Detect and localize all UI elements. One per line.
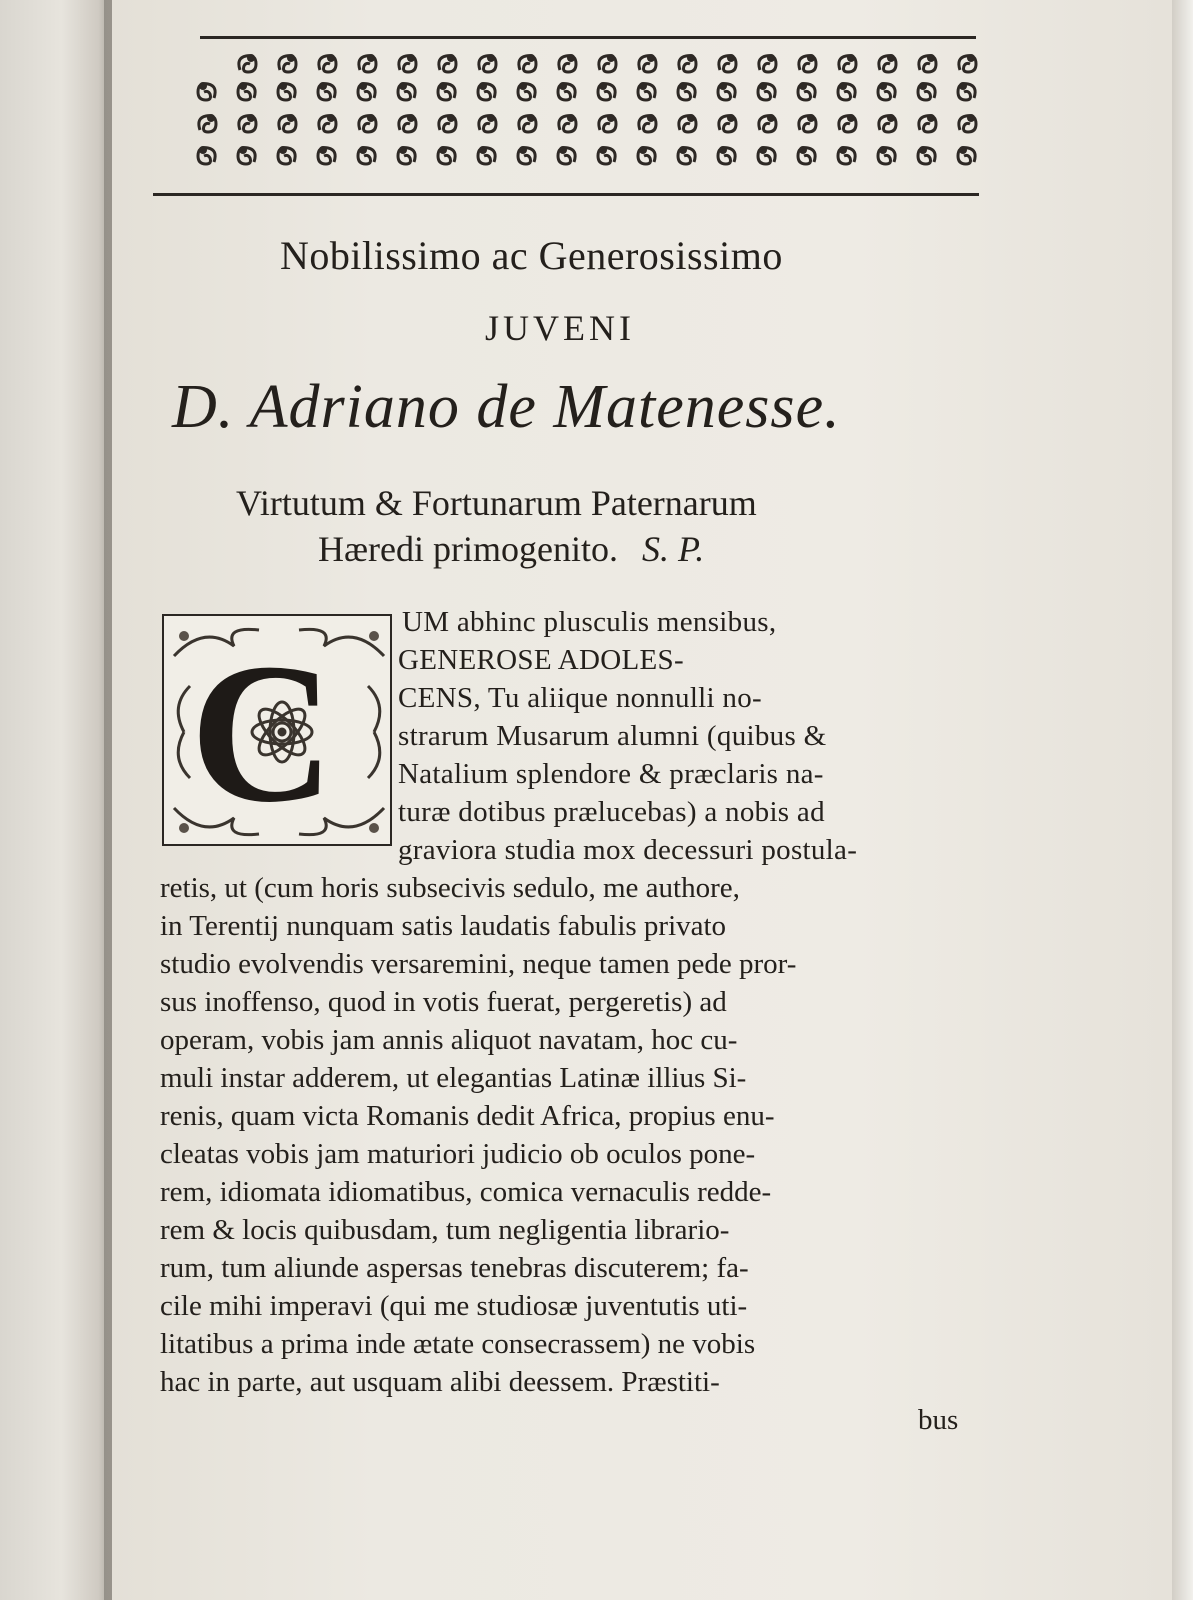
- fleuron-mark: [198, 82, 215, 100]
- fleuron-mark: [439, 54, 456, 72]
- dedication-title-line1: Nobilissimo ac Generosissimo: [280, 233, 783, 278]
- fleuron-mark: [639, 54, 656, 72]
- body-line: turæ dotibus prælucebas) a nobis ad: [398, 796, 825, 828]
- fleuron-mark: [638, 82, 655, 100]
- body-line: cile mihi imperavi (qui me studiosæ juventutis uti-: [160, 1290, 748, 1322]
- fleuron-mark: [679, 54, 696, 72]
- fleuron-mark: [359, 114, 376, 132]
- fleuron-mark: [959, 114, 976, 132]
- fleuron-mark: [559, 114, 576, 132]
- fleuron-mark: [398, 82, 415, 100]
- fleuron-mark: [799, 54, 816, 72]
- fleuron-mark: [199, 114, 216, 132]
- fleuron-mark: [279, 54, 296, 72]
- fleuron-mark: [958, 146, 975, 164]
- fleuron-mark: [918, 82, 935, 100]
- fleuron-mark: [639, 114, 656, 132]
- fleuron-mark: [198, 146, 215, 164]
- top-rule: [200, 36, 976, 39]
- dedication-subtitle-line2: [318, 528, 704, 570]
- fleuron-mark: [918, 146, 935, 164]
- fleuron-mark: [959, 54, 976, 72]
- fleuron-mark: [278, 146, 295, 164]
- fleuron-mark: [438, 82, 455, 100]
- body-line: bus: [918, 1404, 959, 1436]
- salutem-plurimam: S. P.: [641, 529, 705, 569]
- fleuron-mark: [958, 82, 975, 100]
- fleuron-mark: [399, 54, 416, 72]
- body-line: rem & locis quibusdam, tum negligentia librario-: [160, 1214, 730, 1246]
- fleuron-mark: [399, 114, 416, 132]
- fleuron-mark: [598, 146, 615, 164]
- fleuron-mark: [318, 146, 335, 164]
- fleuron-mark: [638, 146, 655, 164]
- printers-ornament-band-icon: [188, 40, 996, 175]
- body-line: in Terentij nunquam satis laudatis fabulis privato: [160, 910, 727, 942]
- fleuron-mark: [518, 82, 535, 100]
- facing-page-edge: [0, 0, 112, 1600]
- fleuron-mark: [238, 82, 255, 100]
- bottom-rule: [153, 193, 979, 196]
- fleuron-mark: [919, 114, 936, 132]
- dropcap-letter: C: [190, 623, 335, 844]
- fleuron-mark: [879, 114, 896, 132]
- fleuron-mark: [558, 146, 575, 164]
- fleuron-mark: [278, 82, 295, 100]
- fleuron-mark: [318, 82, 335, 100]
- body-line: GENEROSE ADOLES-: [398, 644, 684, 676]
- fleuron-mark: [759, 114, 776, 132]
- body-line: cleatas vobis jam maturiori judicio ob oculos pone-: [160, 1138, 756, 1170]
- dedication-title-line2: JUVENI: [485, 308, 635, 348]
- fleuron-mark: [559, 54, 576, 72]
- body-line: CENS, Tu aliique nonnulli no-: [398, 682, 762, 714]
- fleuron-mark: [919, 54, 936, 72]
- fleuron-mark: [678, 146, 695, 164]
- dedication-subtitle-line1: Virtutum & Fortunarum Paternarum: [236, 483, 757, 523]
- fleuron-mark: [558, 82, 575, 100]
- body-line: rem, idiomata idiomatibus, comica vernaculis redde-: [160, 1176, 772, 1208]
- fleuron-mark: [838, 82, 855, 100]
- fleuron-mark: [439, 114, 456, 132]
- fleuron-mark: [719, 54, 736, 72]
- fleuron-mark: [838, 146, 855, 164]
- fleuron-mark: [478, 146, 495, 164]
- fleuron-mark: [798, 82, 815, 100]
- body-line: graviora studia mox decessuri postula-: [398, 834, 858, 866]
- fleuron-mark: [478, 82, 495, 100]
- fleuron-mark: [479, 54, 496, 72]
- fleuron-mark: [759, 54, 776, 72]
- dedicatee-name: D. Adriano de Matenesse.: [172, 373, 841, 441]
- fleuron-mark: [319, 114, 336, 132]
- fleuron-mark: [758, 82, 775, 100]
- body-line: sus inoffenso, quod in votis fuerat, pergeretis) ad: [160, 986, 727, 1018]
- body-line: rum, tum aliunde aspersas tenebras discuterem; fa-: [160, 1252, 749, 1284]
- fleuron-mark: [279, 114, 296, 132]
- fleuron-mark: [879, 54, 896, 72]
- fleuron-mark: [719, 114, 736, 132]
- fleuron-mark: [358, 146, 375, 164]
- body-line: litatibus a prima inde ætate consecrassem) ne vobis: [160, 1328, 756, 1360]
- fleuron-mark: [358, 82, 375, 100]
- fleuron-mark: [518, 146, 535, 164]
- body-line: strarum Musarum alumni (quibus &: [398, 720, 827, 752]
- fleuron-mark: [598, 82, 615, 100]
- body-line: UM abhinc plusculis mensibus,: [402, 606, 777, 638]
- body-line: renis, quam victa Romanis dedit Africa, propius enu-: [160, 1100, 775, 1132]
- fleuron-mark: [799, 114, 816, 132]
- fleuron-mark: [599, 54, 616, 72]
- fleuron-mark: [878, 82, 895, 100]
- fleuron-mark: [359, 54, 376, 72]
- fleuron-mark: [479, 114, 496, 132]
- fleuron-mark: [599, 114, 616, 132]
- fleuron-mark: [718, 146, 735, 164]
- fleuron-mark: [718, 82, 735, 100]
- fleuron-mark: [678, 82, 695, 100]
- body-line: retis, ut (cum horis subsecivis sedulo, me authore,: [160, 872, 740, 904]
- fleuron-mark: [398, 146, 415, 164]
- fleuron-mark: [239, 114, 256, 132]
- fleuron-mark: [839, 114, 856, 132]
- fleuron-mark: [839, 54, 856, 72]
- fleuron-mark: [239, 54, 256, 72]
- body-line: hac in parte, aut usquam alibi deessem. Præstiti-: [160, 1366, 720, 1398]
- body-line: muli instar adderem, ut elegantias Latinæ illius Si-: [160, 1062, 747, 1094]
- fleuron-mark: [679, 114, 696, 132]
- fleuron-mark: [798, 146, 815, 164]
- page-fore-edge: [1172, 0, 1193, 1600]
- fleuron-mark: [438, 146, 455, 164]
- fleuron-mark: [519, 114, 536, 132]
- body-line: Natalium splendore & præclaris na-: [398, 758, 824, 790]
- fleuron-mark: [238, 146, 255, 164]
- fleuron-mark: [878, 146, 895, 164]
- body-line: operam, vobis jam annis aliquot navatam, hoc cu-: [160, 1024, 738, 1056]
- fleuron-mark: [519, 54, 536, 72]
- body-line: studio evolvendis versaremini, neque tamen pede pror-: [160, 948, 797, 980]
- fleuron-mark: [319, 54, 336, 72]
- fleuron-mark: [758, 146, 775, 164]
- subtitle-text: Hæredi primogenito.: [318, 529, 618, 569]
- floral-initial-c-icon: [162, 614, 392, 846]
